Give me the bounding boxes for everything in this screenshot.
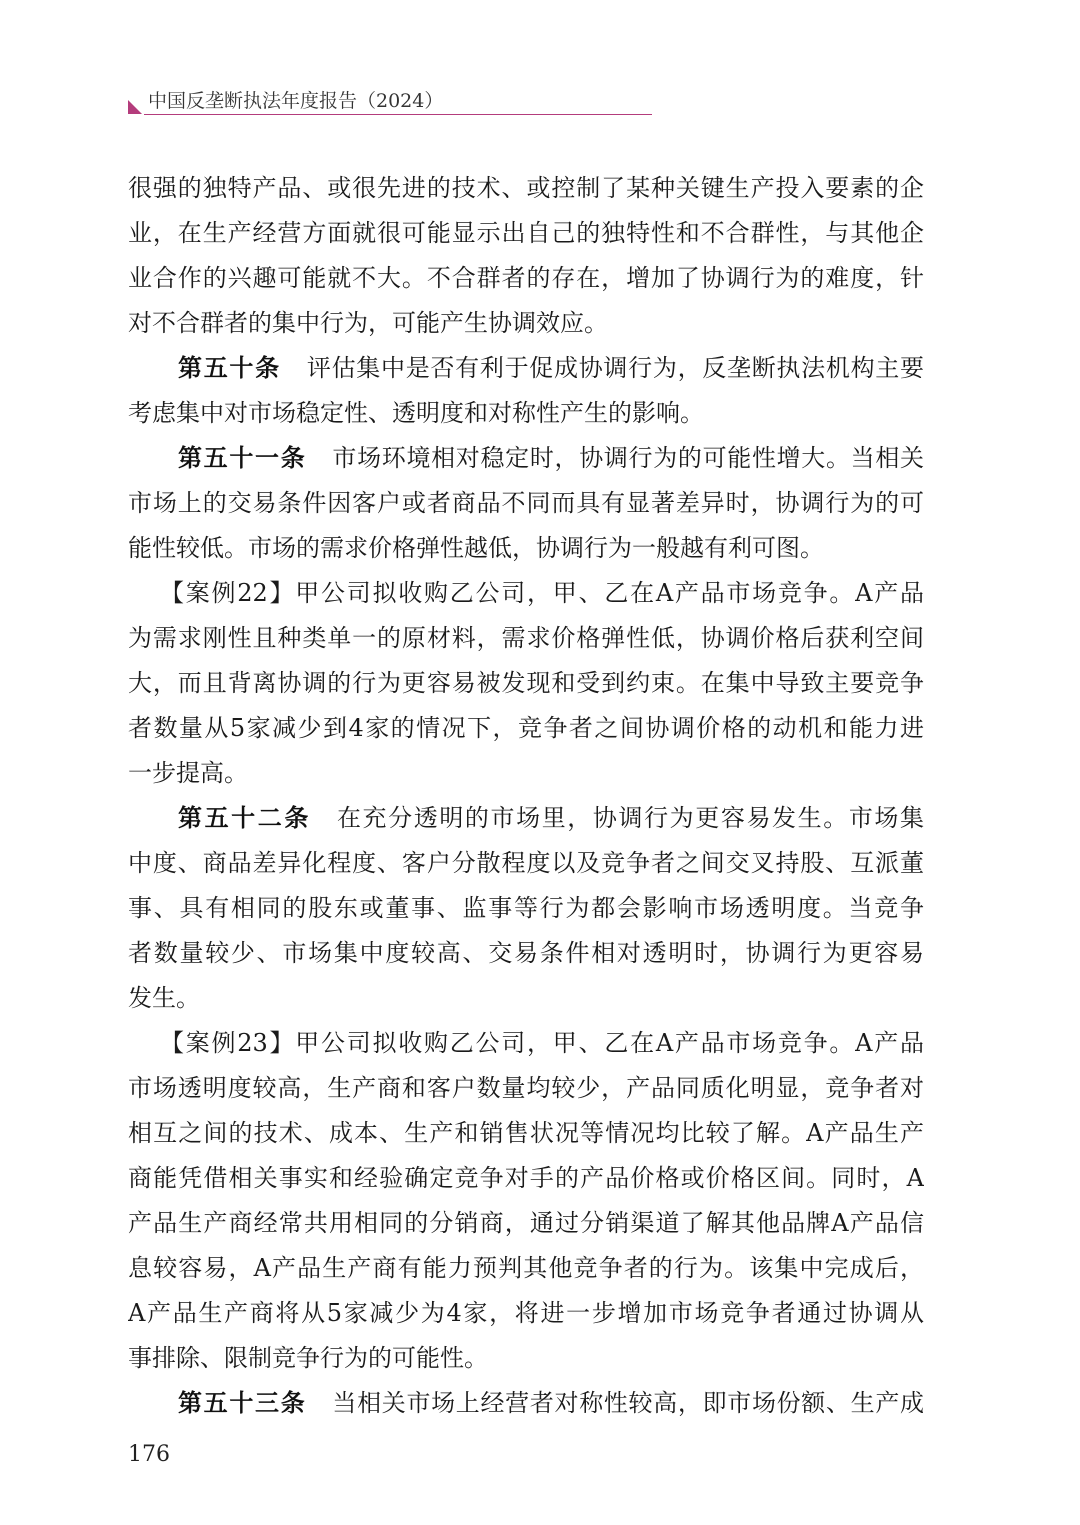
header-rule: [144, 114, 652, 115]
text-line: 很强的独特产品、或很先进的技术、或控制了某种关键生产投入要素的企: [128, 174, 924, 202]
text-line: 者数量较少、市场集中度较高、交易条件相对透明时，协调行为更容易: [128, 939, 924, 967]
article-line: 第五十三条 当相关市场上经营者对称性较高，即市场份额、生产成: [178, 1389, 924, 1417]
page-number: 176: [128, 1442, 170, 1467]
text-line: 息较容易，A产品生产商有能力预判其他竞争者的行为。该集中完成后，: [128, 1254, 924, 1282]
article-number: 第五十二条: [178, 804, 311, 832]
article-line: 第五十二条 在充分透明的市场里，协调行为更容易发生。市场集: [178, 804, 924, 832]
article-number: 第五十三条: [178, 1389, 307, 1417]
text-line: 者数量从5家减少到4家的情况下，竞争者之间协调价格的动机和能力进: [128, 714, 924, 742]
text-line: 业合作的兴趣可能就不大。不合群者的存在，增加了协调行为的难度，针: [128, 264, 924, 292]
text-line: A产品生产商将从5家减少为4家，将进一步增加市场竞争者通过协调从: [128, 1299, 924, 1327]
text-line: 商能凭借相关事实和经验确定竞争对手的产品价格或价格区间。同时，A: [128, 1164, 924, 1192]
header-title: 中国反垄断执法年度报告（2024）: [148, 90, 444, 112]
text-line: 能性较低。市场的需求价格弹性越低，协调行为一般越有利可图。: [128, 534, 824, 562]
article-line: 第五十一条 市场环境相对稳定时，协调行为的可能性增大。当相关: [178, 444, 924, 472]
text-line: 中度、商品差异化程度、客户分散程度以及竞争者之间交叉持股、互派董: [128, 849, 924, 877]
article-number: 第五十条: [178, 354, 281, 382]
case-line: 【案例22】甲公司拟收购乙公司，甲、乙在A产品市场竞争。A产品: [160, 579, 924, 607]
text-line: 相互之间的技术、成本、生产和销售状况等情况均比较了解。A产品生产: [128, 1119, 924, 1147]
text-line: 为需求刚性且种类单一的原材料，需求价格弹性低，协调价格后获利空间: [128, 624, 924, 652]
text-line: 大，而且背离协调的行为更容易被发现和受到约束。在集中导致主要竞争: [128, 669, 924, 697]
text-line: 事排除、限制竞争行为的可能性。: [128, 1344, 488, 1372]
case-line: 【案例23】甲公司拟收购乙公司，甲、乙在A产品市场竞争。A产品: [160, 1029, 924, 1057]
text-line: 市场透明度较高，生产商和客户数量均较少，产品同质化明显，竞争者对: [128, 1074, 924, 1102]
running-header: [128, 86, 654, 118]
header-triangle-mark: [128, 100, 142, 114]
text-line: 市场上的交易条件因客户或者商品不同而具有显著差异时，协调行为的可: [128, 489, 924, 517]
text-line: 业，在生产经营方面就很可能显示出自己的独特性和不合群性，与其他企: [128, 219, 924, 247]
text-line: 一步提高。: [128, 759, 248, 787]
text-line: 考虑集中对市场稳定性、透明度和对称性产生的影响。: [128, 399, 704, 427]
text-line: 发生。: [128, 984, 200, 1012]
text-line: 产品生产商经常共用相同的分销商，通过分销渠道了解其他品牌A产品信: [128, 1209, 924, 1237]
text-line: 对不合群者的集中行为，可能产生协调效应。: [128, 309, 608, 337]
text-line: 事、具有相同的股东或董事、监事等行为都会影响市场透明度。当竞争: [128, 894, 924, 922]
body-text: [128, 166, 924, 1426]
article-line: 第五十条 评估集中是否有利于促成协调行为，反垄断执法机构主要: [178, 354, 924, 382]
article-number: 第五十一条: [178, 444, 307, 472]
